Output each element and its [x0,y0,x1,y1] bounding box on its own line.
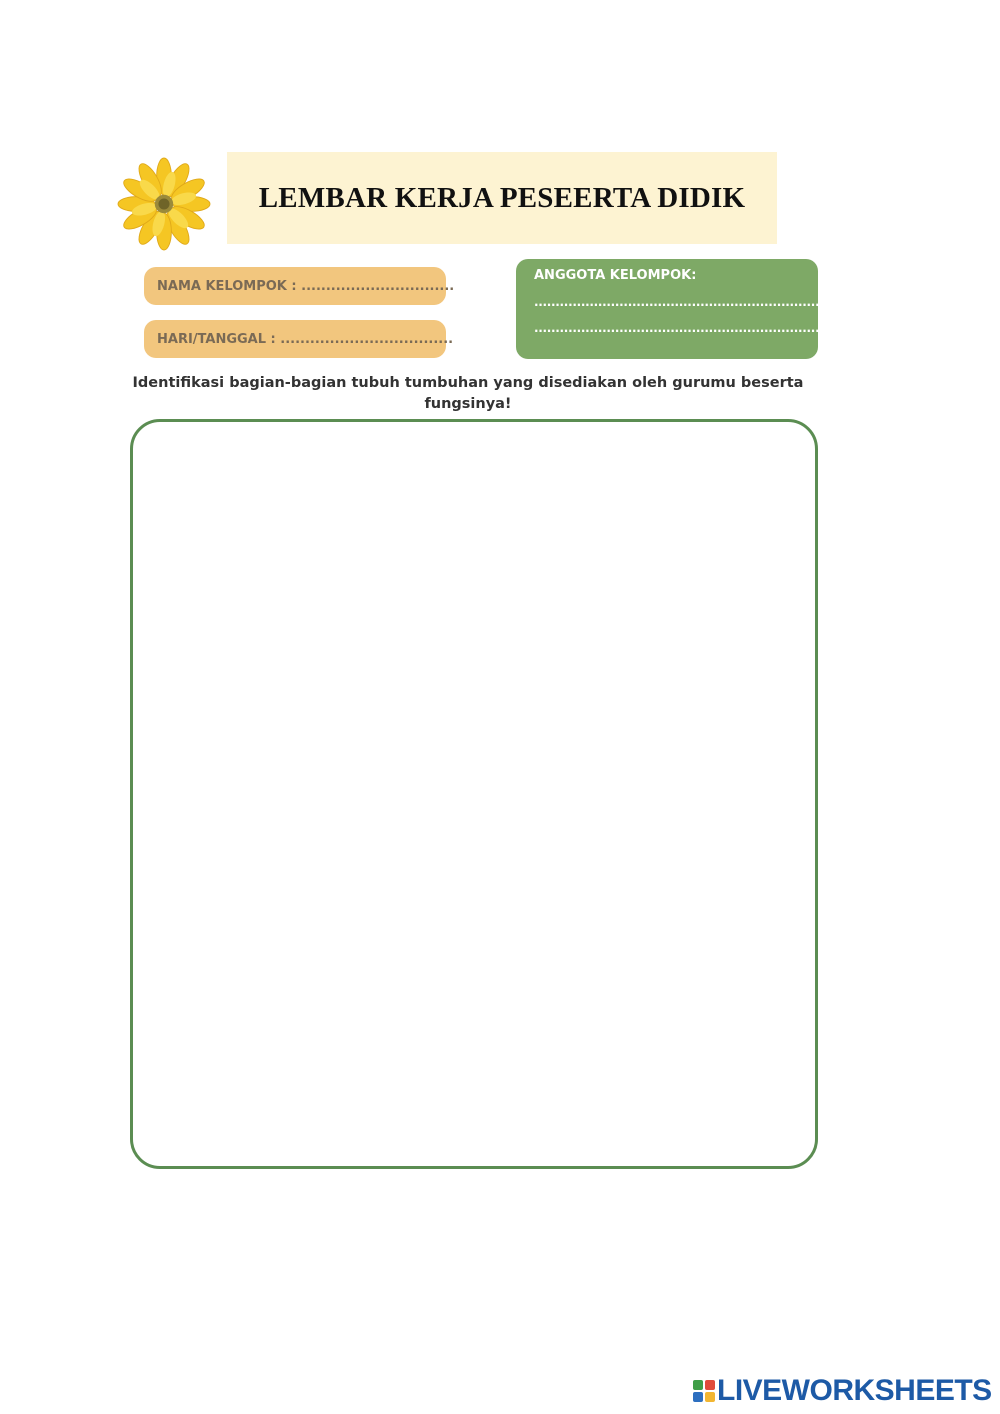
worksheet-title: LEMBAR KERJA PESEERTA DIDIK [258,181,746,214]
liveworksheets-branding [693,1376,992,1406]
group-members-box [516,259,841,359]
member-line-2[interactable]: ........................................................................ [534,321,841,335]
answer-area[interactable] [130,419,818,1169]
brand-name: LIVEWORKSHEETS [717,1374,992,1407]
group-name-field[interactable]: NAMA KELOMPOK : ............................... [144,267,446,305]
member-line-1[interactable]: ........................................................................ [534,295,841,309]
group-members-label: ANGGOTA KELOMPOK: [534,268,697,283]
yellow-flower-icon [118,158,210,250]
date-field[interactable]: HARI/TANGGAL : ................................... [144,320,446,358]
instruction-text: Identifikasi bagian-bagian tubuh tumbuhan yang disediakan oleh gurumu beserta fungsinya! [132,375,804,412]
liveworksheets-logo-icon [693,1380,715,1402]
title-banner [227,152,777,244]
